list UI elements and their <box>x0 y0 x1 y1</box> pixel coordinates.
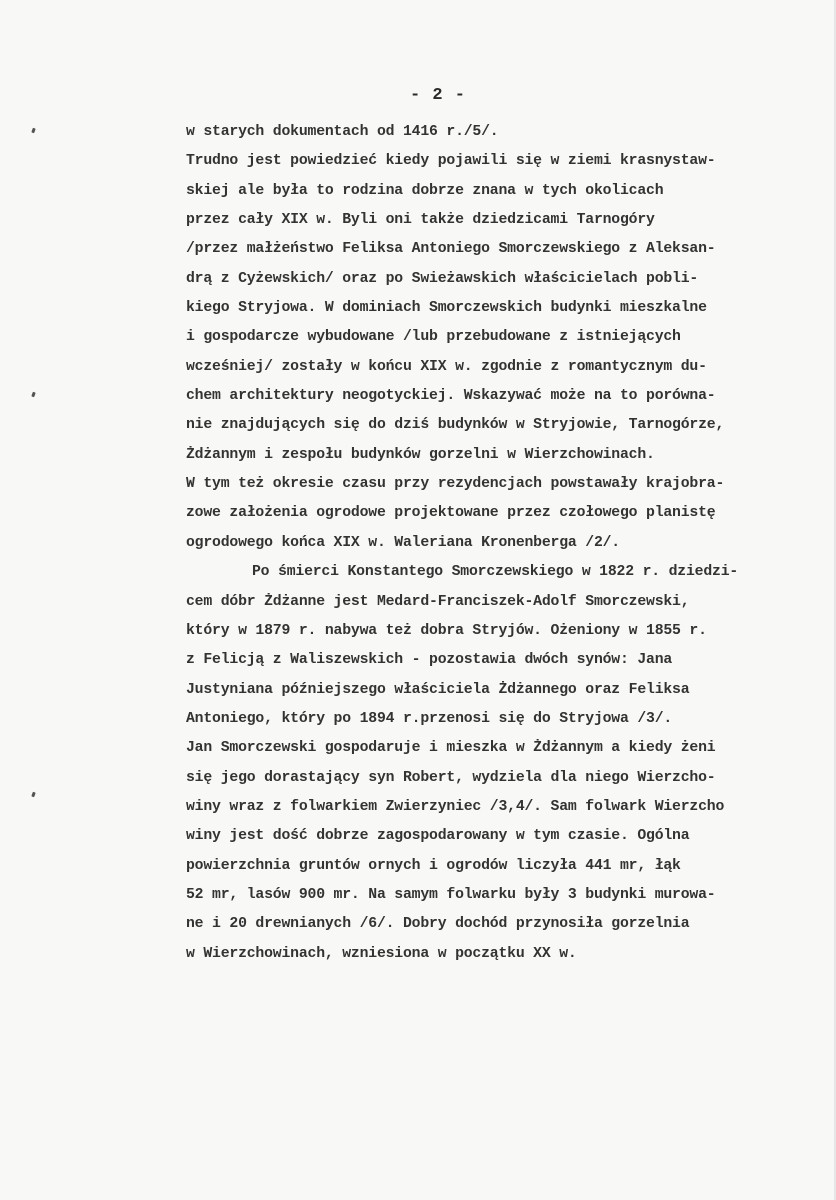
text-line: który w 1879 r. nabywa też dobra Stryjów. Ożeniony w 1855 r. <box>186 622 707 639</box>
text-line: zowe założenia ogrodowe projektowane przez czołowego planistę <box>186 505 716 522</box>
margin-mark <box>31 392 36 398</box>
text-line: ogrodowego końca XIX w. Waleriana Kronenberga /2/. <box>186 534 620 551</box>
text-line: winy jest dość dobrze zagospodarowany w tym czasie. Ogólna <box>186 828 690 845</box>
text-line: 52 mr, lasów 900 mr. Na samym folwarku były 3 budynki murowa- <box>186 886 716 903</box>
text-line: w starych dokumentach od 1416 r./5/. <box>186 124 499 140</box>
margin-mark <box>31 128 36 134</box>
margin-mark <box>31 792 36 798</box>
text-line: Antoniego, który po 1894 r.przenosi się do Stryjowa /3/. <box>186 710 673 727</box>
text-line: się jego dorastający syn Robert, wydziela dla niego Wierzcho- <box>186 769 716 786</box>
text-line: /przez małżeństwo Feliksa Antoniego Smorczewskiego z Aleksan- <box>186 241 716 258</box>
text-line: kiego Stryjowa. W dominiach Smorczewskich budynki mieszkalne <box>186 300 707 317</box>
text-line: przez cały XIX w. Byli oni także dziedzicami Tarnogóry <box>186 212 655 229</box>
text-line: drą z Cyżewskich/ oraz po Swieżawskich właścicielach pobli- <box>186 270 699 287</box>
text-line: Jan Smorczewski gospodaruje i mieszka w Żdżannym a kiedy żeni <box>186 740 716 757</box>
body-text <box>186 118 826 969</box>
text-line: z Felicją z Waliszewskich - pozostawia dwóch synów: Jana <box>186 652 673 669</box>
text-line: w Wierzchowinach, wzniesiona w początku XX w. <box>186 945 577 962</box>
text-line: W tym też okresie czasu przy rezydencjach powstawały krajobra- <box>186 476 725 493</box>
text-line: Trudno jest powiedzieć kiedy pojawili się w ziemi krasnystaw- <box>186 153 716 170</box>
text-line: ne i 20 drewnianych /6/. Dobry dochód przynosiła gorzelnia <box>186 916 690 933</box>
text-line: skiej ale była to rodzina dobrze znana w tych okolicach <box>186 182 664 199</box>
text-line: Żdżannym i zespołu budynków gorzelni w Wierzchowinach. <box>186 446 655 463</box>
text-line: winy wraz z folwarkiem Zwierzyniec /3,4/. Sam folwark Wierzcho <box>186 798 725 815</box>
paragraph-start-line: Po śmierci Konstantego Smorczewskiego w 1822 r. dziedzi- <box>252 564 739 581</box>
text-line: Justyniana późniejszego właściciela Żdżannego oraz Feliksa <box>186 681 690 698</box>
text-line: wcześniej/ zostały w końcu XIX w. zgodnie z romantycznym du- <box>186 358 707 375</box>
text-line: nie znajdujących się do dziś budynków w Stryjowie, Tarnogórze, <box>186 417 725 434</box>
text-line: chem architektury neogotyckiej. Wskazywać może na to porówna- <box>186 388 716 405</box>
text-line: i gospodarcze wybudowane /lub przebudowane z istniejących <box>186 329 681 346</box>
text-line: cem dóbr Żdżanne jest Medard-Franciszek-Adolf Smorczewski, <box>186 593 690 610</box>
text-line: powierzchnia gruntów ornych i ogrodów liczyła 441 mr, łąk <box>186 857 681 874</box>
page-number: - 2 - <box>410 86 467 105</box>
